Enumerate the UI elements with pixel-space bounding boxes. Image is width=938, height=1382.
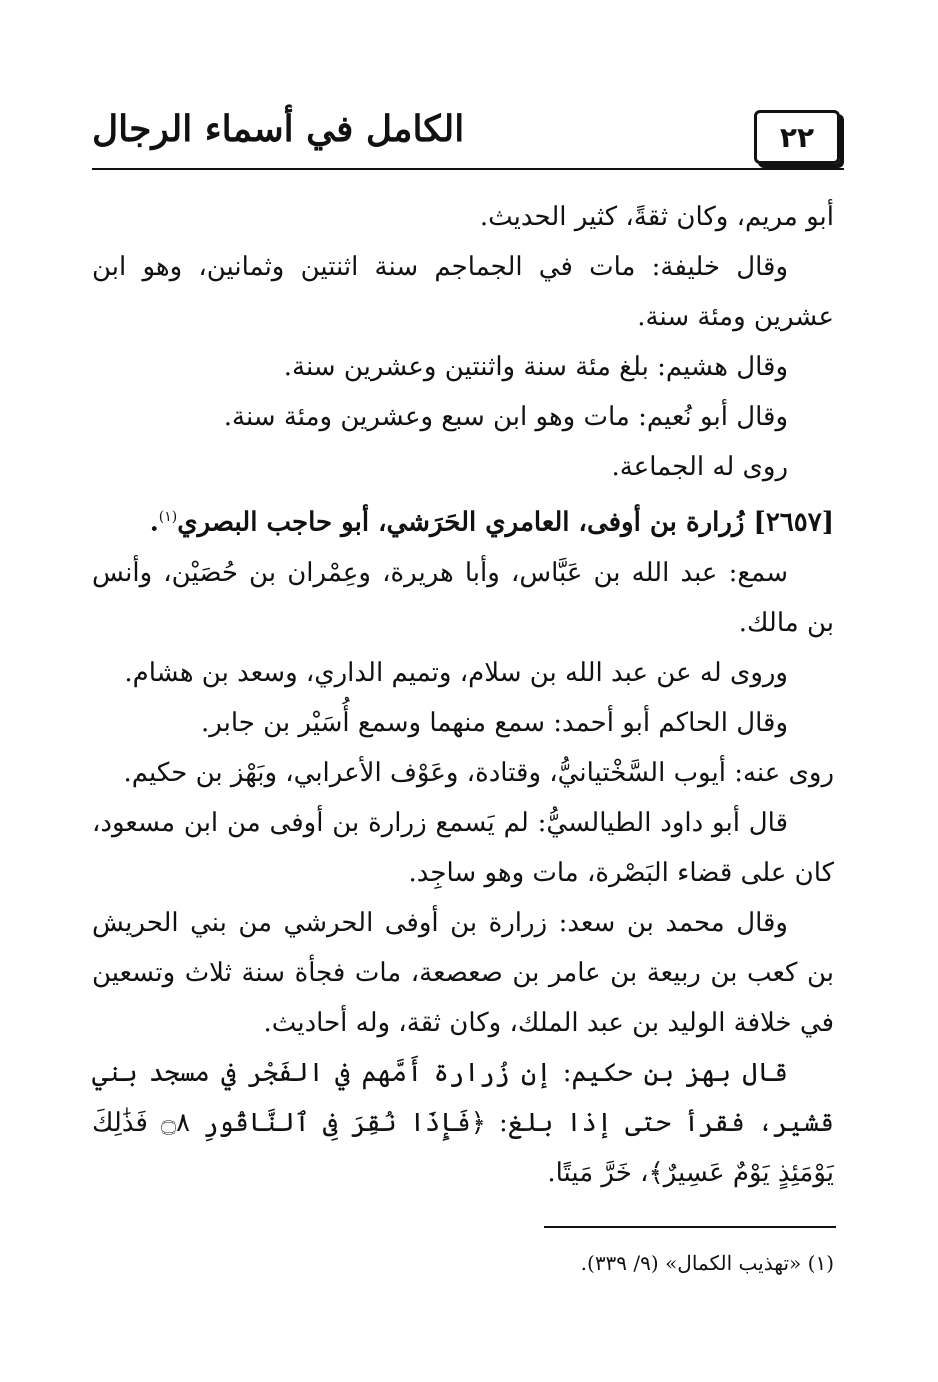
- entry-heading: [92, 492, 834, 548]
- paragraph: وقال هشيم: بلغ مئة سنة واثنتين وعشرين سنة.: [283, 352, 788, 382]
- page-body: [92, 192, 834, 1198]
- paragraph: روى له الجماعة.: [611, 452, 788, 482]
- paragraph: وقال الحاكم أبو أحمد: سمع منهما وسمع أُسَيْر بن جابر.: [201, 707, 788, 738]
- header-rule: [92, 168, 844, 170]
- footnote-rule: [544, 1226, 836, 1228]
- footnote: (١) «تهذيب الكمال» (٩/ ٣٣٩).: [580, 1251, 834, 1275]
- entry-heading-end: .: [149, 507, 159, 538]
- paragraph: روى عنه: أيوب السَّخْتيانيُّ، وقتادة، وعَوْف الأعرابي، وبَهْز بن حكيم.: [123, 757, 834, 788]
- paragraph: وقال خليفة: مات في الجماجم سنة اثنتين وثمانين، وهو ابن عشرين ومئة سنة.: [92, 252, 834, 332]
- page-number: ٢٢: [754, 110, 840, 164]
- entry-heading-text: [٢٦٥٧] زُرارة بن أوفى، العامري الحَرَشي، أبو حاجب البصري: [177, 507, 834, 538]
- paragraph: وروى له عن عبد الله بن سلام، وتميم الداري، وسعد بن هشام.: [124, 657, 788, 688]
- paragraph: وقال أبو نُعيم: مات وهو ابن سبع وعشرين ومئة سنة.: [223, 402, 788, 432]
- paragraph: وقال محمد بن سعد: زرارة بن أوفى الحرشي من بني الحريش بن كعب بن ربيعة بن عامر بن صعصعة، مات فجأة سنة ثلاث وتسعين في خلافة الوليد بن عبد الملك، وكان ثقة، وله أحاديث.: [92, 907, 834, 1038]
- paragraph: قال أبو داود الطيالسيُّ: لم يَسمع زرارة بن أوفى من ابن مسعود، كان على قضاء البَصْرة، مات وهو ساجِد.: [92, 807, 834, 888]
- paragraph: سمع: عبد الله بن عَبَّاس، وأبا هريرة، وعِمْران بن حُصَيْن، وأنس بن مالك.: [92, 557, 834, 638]
- running-title: الكامل في أسماء الرجال: [92, 108, 465, 150]
- footnote-ref: (١): [158, 509, 178, 525]
- page-header: [92, 108, 844, 164]
- paragraph: أبو مريم، وكان ثقةً، كثير الحديث.: [479, 202, 834, 232]
- paragraph: قال بهز بن حكيم: إن زُرارة أَمَّهم في الفَجْر في مسجد بني قشير، فقرأ حتى إذا بلغ: ﴿فَإِذَا نُقِرَ فِى ٱلنَّاقُورِ ۝٨ فَذَٰلِكَ يَوْمَئِذٍ يَوْمٌ عَسِيرٌ﴾، خَرَّ مَيتًا.: [92, 1057, 834, 1188]
